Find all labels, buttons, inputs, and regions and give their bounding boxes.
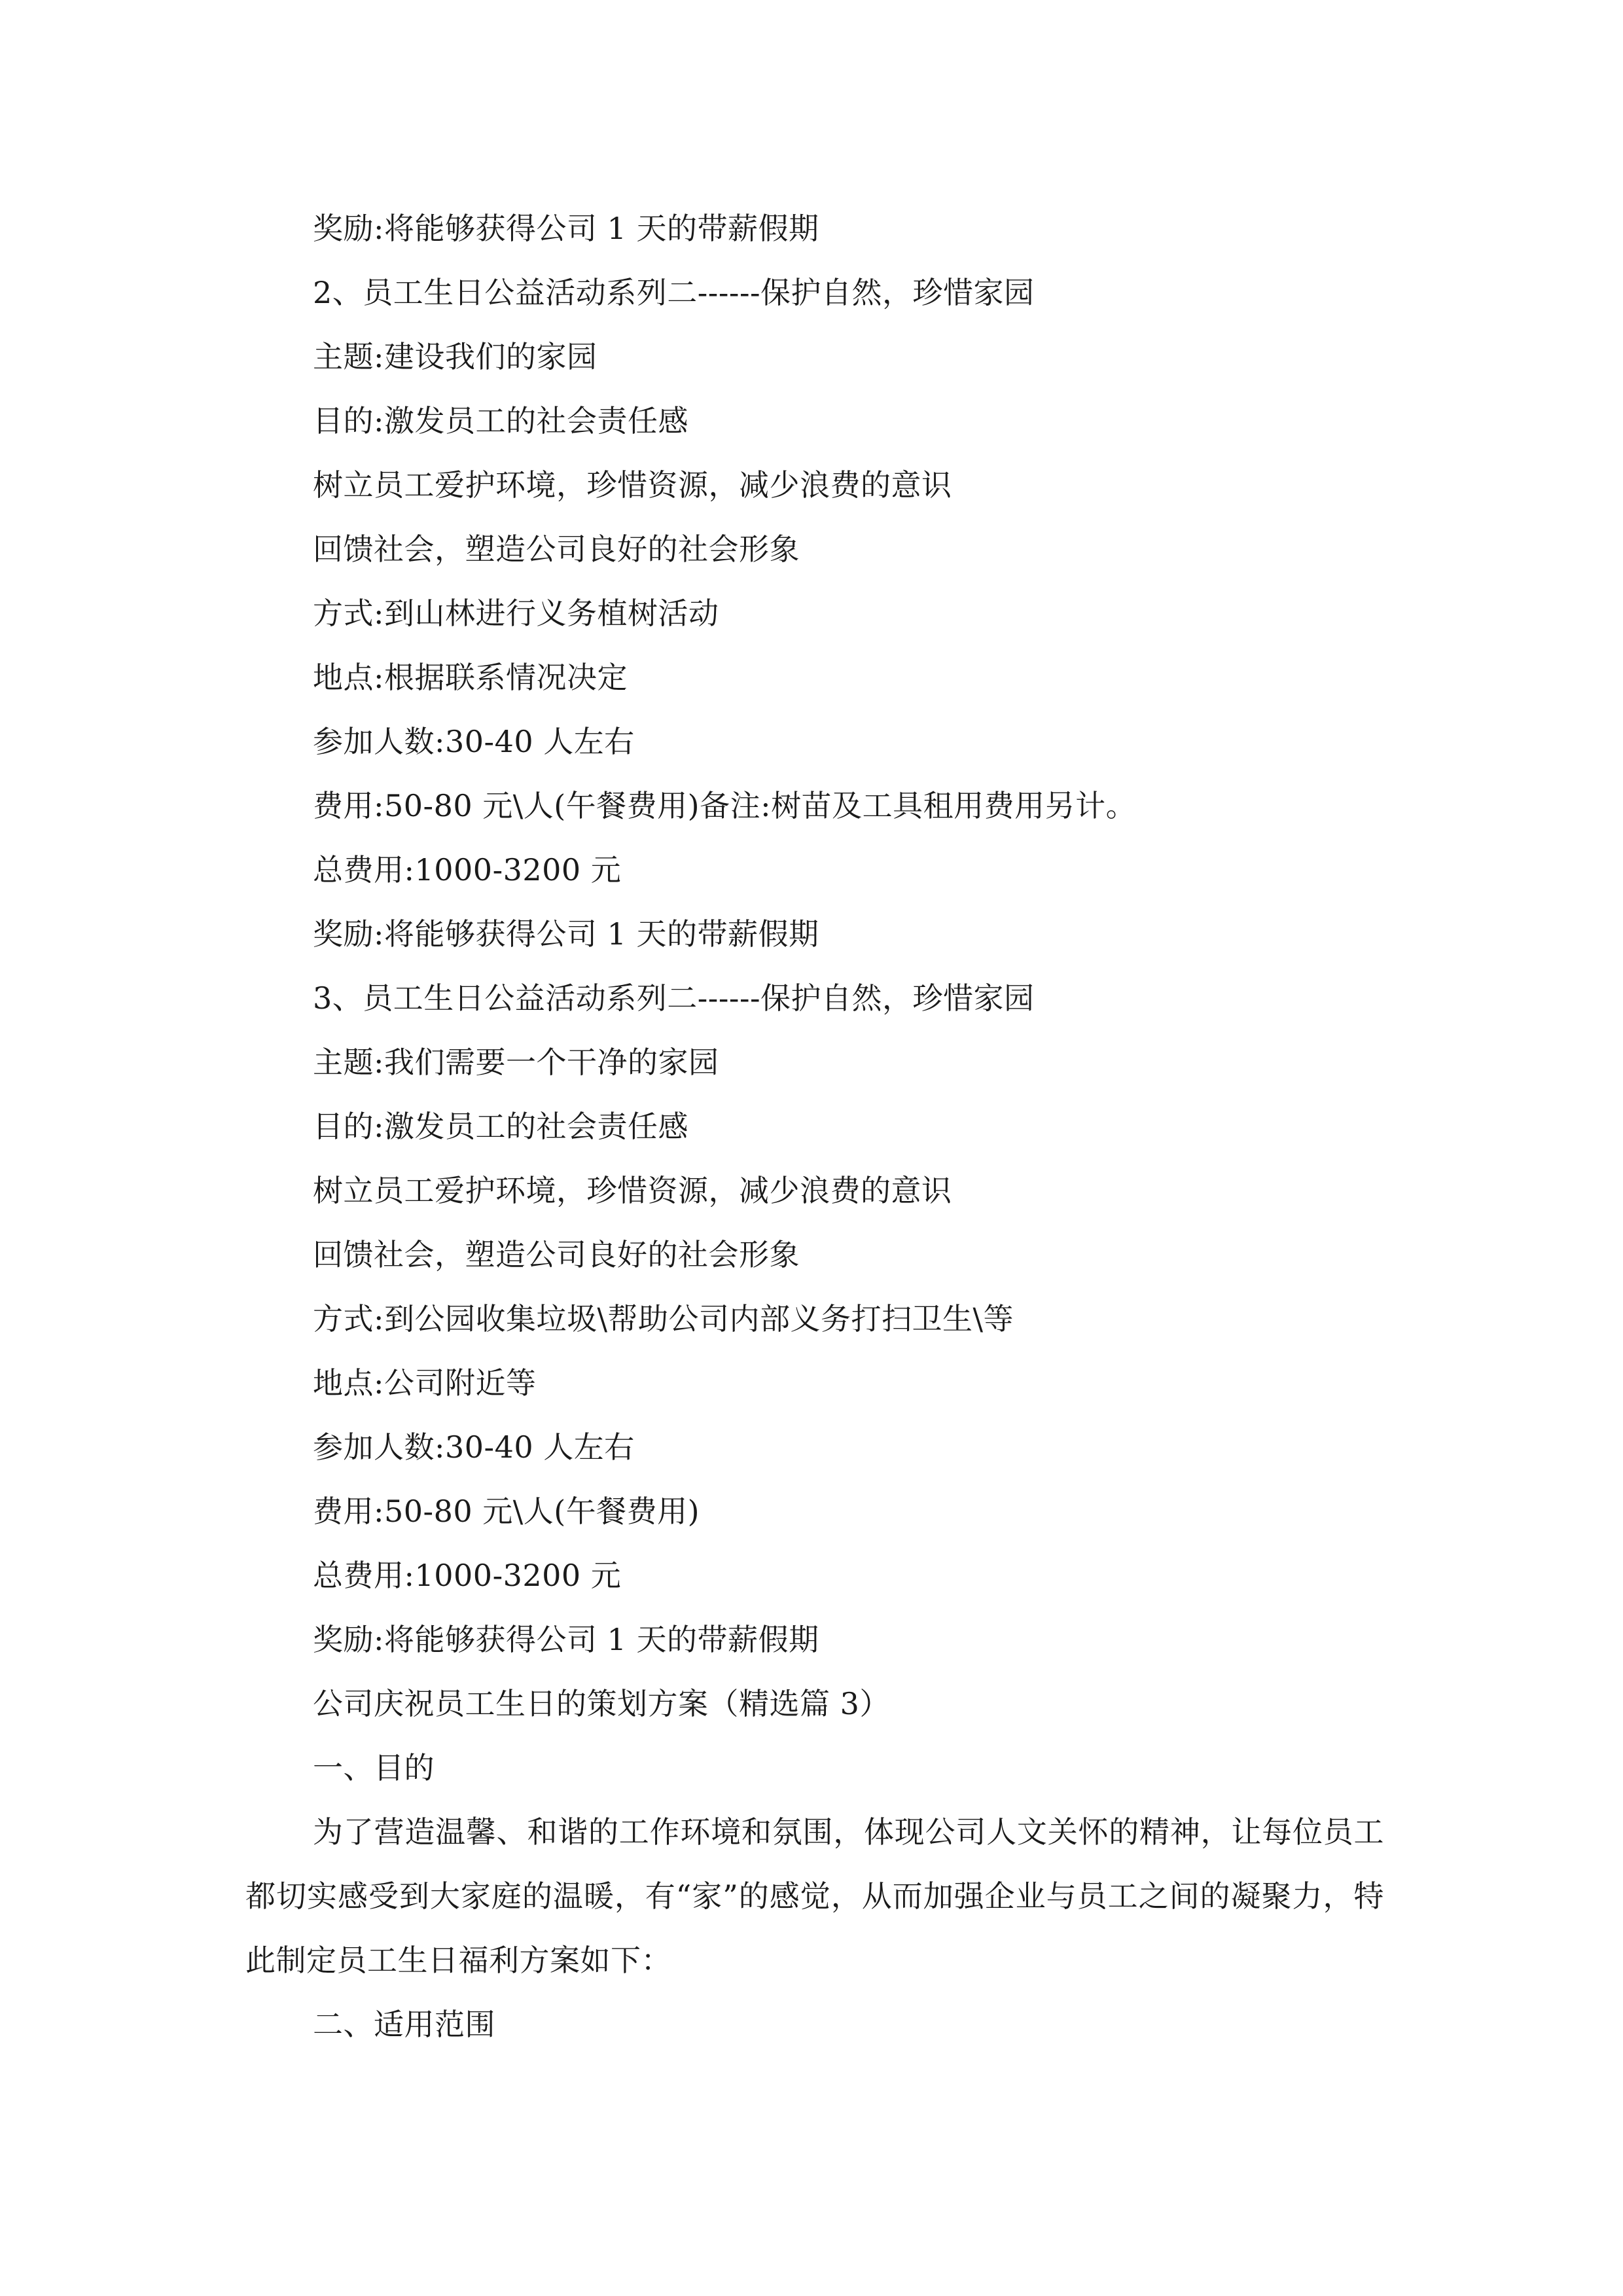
text-line: 费用:50-80 元\人(午餐费用)备注:树苗及工具租用费用另计。 xyxy=(313,788,1137,823)
text-line: 目的:激发员工的社会责任感 xyxy=(313,1109,688,1144)
text-line: 2、员工生日公益活动系列二------保护自然，珍惜家园 xyxy=(313,275,1035,310)
section-title: 公司庆祝员工生日的策划方案（精选篇 3） xyxy=(313,1686,890,1721)
text-line: 主题:我们需要一个干净的家园 xyxy=(313,1045,719,1080)
text-line: 回馈社会，塑造公司良好的社会形象 xyxy=(313,531,800,567)
heading-scope: 二、适用范围 xyxy=(313,2007,495,2042)
text-line: 主题:建设我们的家园 xyxy=(313,339,597,374)
text-line: 回馈社会，塑造公司良好的社会形象 xyxy=(313,1237,800,1272)
text-line: 地点:公司附近等 xyxy=(313,1365,537,1401)
text-line: 参加人数:30-40 人左右 xyxy=(313,724,635,759)
text-line: 3、员工生日公益活动系列二------保护自然，珍惜家园 xyxy=(313,980,1035,1016)
text-line: 奖励:将能够获得公司 1 天的带薪假期 xyxy=(313,916,819,952)
text-line: 方式:到山林进行义务植树活动 xyxy=(313,596,719,631)
document-body xyxy=(245,196,1384,2056)
text-line: 费用:50-80 元\人(午餐费用) xyxy=(313,1494,700,1529)
text-line: 地点:根据联系情况决定 xyxy=(313,660,628,695)
purpose-paragraph: 为了营造温馨、和谐的工作环境和氛围，体现公司人文关怀的精神，让每位员工都切实感受到大家庭的温暖，有“家”的感觉，从而加强企业与员工之间的凝聚力，特此制定员工生日福利方案如下： xyxy=(245,1814,1384,1978)
text-line: 总费用:1000-3200 元 xyxy=(313,852,622,888)
text-line: 树立员工爱护环境，珍惜资源，减少浪费的意识 xyxy=(313,467,952,503)
text-line: 总费用:1000-3200 元 xyxy=(313,1558,622,1593)
text-line: 奖励:将能够获得公司 1 天的带薪假期 xyxy=(313,211,819,246)
text-line: 目的:激发员工的社会责任感 xyxy=(313,403,688,439)
text-line: 树立员工爱护环境，珍惜资源，减少浪费的意识 xyxy=(313,1173,952,1208)
text-line: 方式:到公园收集垃圾\帮助公司内部义务打扫卫生\等 xyxy=(313,1301,1014,1336)
heading-purpose: 一、目的 xyxy=(313,1750,435,1785)
text-line: 奖励:将能够获得公司 1 天的带薪假期 xyxy=(313,1622,819,1657)
text-line: 参加人数:30-40 人左右 xyxy=(313,1429,635,1465)
